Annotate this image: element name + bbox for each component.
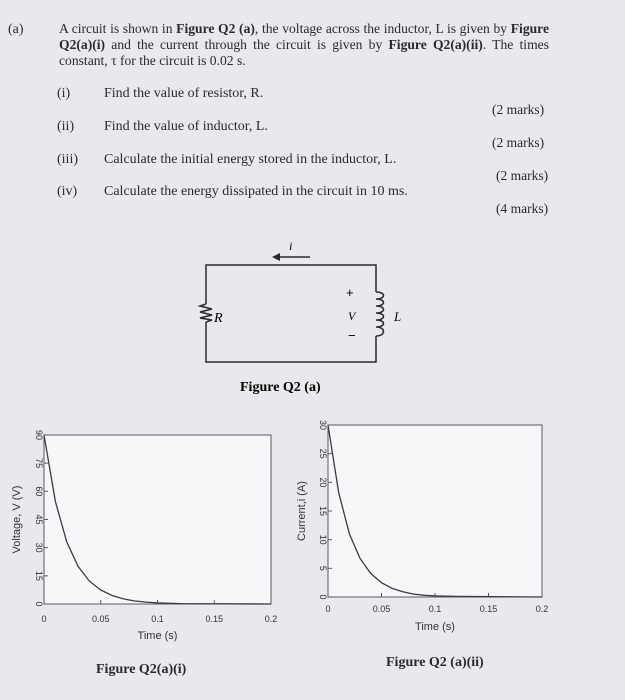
voltage-y-tick-label: 30 [34, 542, 44, 553]
part-number: (ii) [57, 119, 75, 134]
current-x-tick-label: 0.15 [479, 604, 498, 614]
voltage-y-tick-label: 75 [34, 458, 44, 469]
voltage-x-tick-label: 0.2 [264, 614, 278, 624]
question-label: (a) [8, 22, 24, 37]
part-number: (iii) [57, 152, 78, 167]
current-x-tick-label: 0.05 [372, 604, 391, 614]
part-text: Find the value of resistor, R. [104, 86, 264, 101]
voltage-y-axis-label: Voltage, V (V) [11, 485, 23, 554]
chart-caption-voltage: Figure Q2(a)(i) [96, 662, 187, 677]
current-y-tick-label: 25 [318, 448, 328, 459]
part-text: Find the value of inductor, L. [104, 119, 268, 134]
current-plot-area [328, 425, 542, 597]
voltage-y-tick-label: 0 [34, 601, 44, 607]
question-intro: A circuit is shown in Figure Q2 (a), the voltage across the inductor, L is given by Figure Q2(a)(i) and the current through the circuit is given by Figure Q2(a)(ii). The times constant, τ for the circuit is 0.02 s. [59, 21, 549, 68]
voltage-y-tick-label: 60 [34, 486, 44, 497]
current-y-tick-label: 15 [318, 505, 328, 517]
voltage-x-tick-label: 0.05 [91, 614, 110, 624]
resistor-label: R [214, 311, 223, 326]
part-number: (iv) [57, 184, 78, 199]
part-marks: (2 marks) [496, 168, 549, 183]
current-y-tick-label: 10 [318, 534, 328, 545]
current-x-tick-label: 0.1 [428, 604, 442, 614]
voltage-plot-area [44, 435, 271, 604]
circuit-caption: Figure Q2 (a) [240, 380, 321, 395]
voltage-x-tick-label: 0.15 [205, 614, 224, 624]
plus-sign: + [346, 285, 354, 300]
voltage-label: V [348, 309, 356, 323]
inductor-label: L [394, 309, 402, 324]
current-label: i [289, 239, 293, 253]
part-text: Calculate the energy dissipated in the circuit in 10 ms. [104, 184, 408, 199]
voltage-y-tick-label: 45 [34, 514, 44, 525]
voltage-x-axis-label: Time (s) [137, 630, 178, 642]
voltage-y-tick-label: 90 [34, 429, 44, 441]
current-y-tick-label: 20 [318, 477, 328, 488]
current-x-axis-label: Time (s) [415, 621, 455, 633]
part-marks: (4 marks) [496, 201, 549, 216]
current-y-tick-label: 0 [318, 594, 328, 600]
part-marks: (2 marks) [492, 135, 545, 150]
current-y-tick-label: 5 [318, 565, 328, 571]
current-x-tick-label: 0 [325, 604, 331, 614]
current-x-tick-label: 0.2 [535, 604, 549, 614]
minus-sign: − [348, 328, 356, 343]
voltage-x-tick-label: 0 [41, 614, 47, 624]
voltage-x-tick-label: 0.1 [151, 614, 164, 624]
current-y-axis-label: Current,i (A) [296, 481, 308, 541]
part-marks: (2 marks) [492, 102, 545, 117]
part-number: (i) [57, 86, 71, 101]
current-y-tick-label: 30 [318, 419, 328, 431]
chart-caption-current: Figure Q2 (a)(ii) [386, 655, 484, 670]
part-text: Calculate the initial energy stored in the inductor, L. [104, 152, 397, 167]
voltage-y-tick-label: 15 [34, 570, 44, 581]
